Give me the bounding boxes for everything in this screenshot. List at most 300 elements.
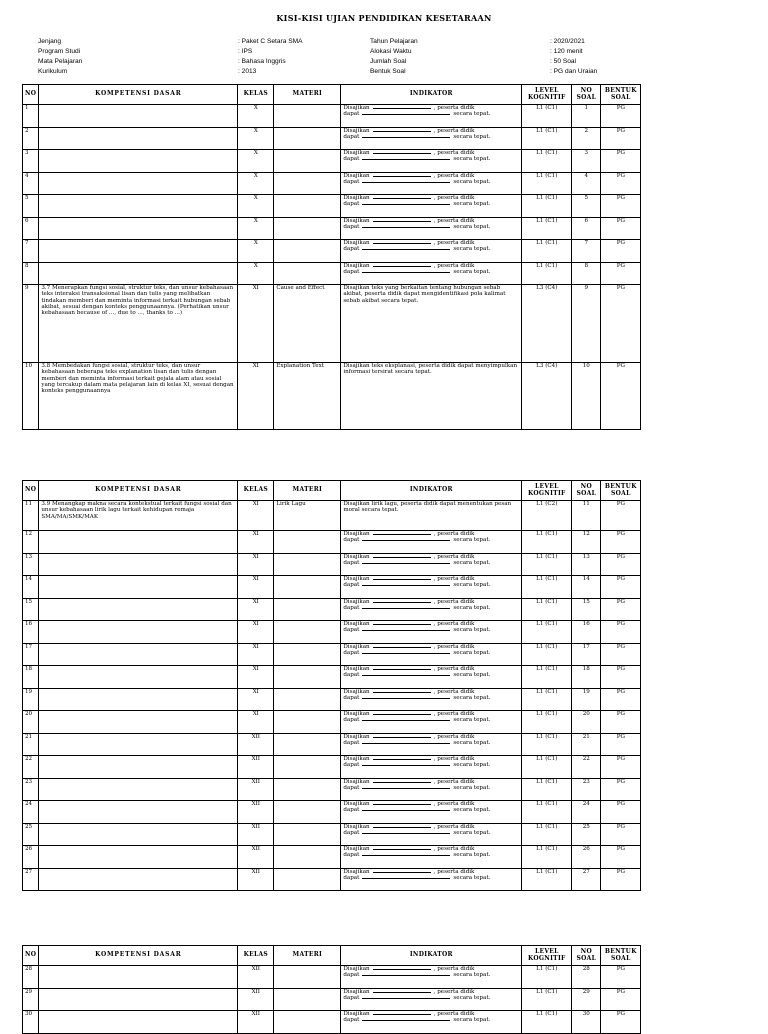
indikator-template-line-2: [343, 972, 519, 978]
indikator-cell: [341, 240, 522, 263]
template-suffix: secara tepat.: [453, 133, 491, 140]
template-prefix: dapat: [343, 178, 360, 185]
template-suffix: secara tepat.: [453, 762, 491, 769]
template-suffix: , peserta didik: [433, 262, 475, 269]
table-row: [23, 778, 641, 801]
bentuk-cell: PG: [601, 688, 641, 711]
row-number: 24: [23, 801, 39, 824]
kelas-cell: XII: [238, 868, 274, 891]
soal-cell: 18: [572, 666, 601, 689]
header-no_soal: NO SOAL: [572, 85, 601, 105]
kompetensi-dasar-cell: [39, 846, 238, 869]
meta-label: Jenjang: [38, 38, 62, 45]
level-cell: L1 (C1): [522, 666, 572, 689]
soal-cell: 8: [572, 262, 601, 285]
bentuk-cell: PG: [601, 756, 641, 779]
template-prefix: Disajikan: [343, 240, 370, 246]
template-suffix: secara tepat.: [453, 972, 491, 979]
kompetensi-dasar-cell: [39, 688, 238, 711]
blank-line: [362, 998, 450, 999]
meta-label: Kurikulum: [38, 68, 68, 75]
kisi-table-1: [22, 84, 641, 430]
template-suffix: , peserta didik: [433, 105, 475, 111]
soal-cell: 26: [572, 846, 601, 869]
header-kd: KOMPETENSI DASAR: [39, 946, 238, 966]
row-number: 29: [23, 988, 39, 1011]
indikator-cell: [341, 262, 522, 285]
template-prefix: Disajikan: [343, 621, 370, 627]
template-suffix: , peserta didik: [433, 711, 475, 717]
indikator-cell: [341, 531, 522, 554]
bentuk-cell: PG: [601, 531, 641, 554]
template-suffix: secara tepat.: [453, 201, 491, 208]
template-prefix: Disajikan: [343, 217, 370, 224]
kompetensi-dasar-cell: [39, 127, 238, 150]
header-row: [23, 946, 641, 966]
indikator-cell: [341, 756, 522, 779]
template-prefix: dapat: [343, 627, 360, 634]
template-prefix: Disajikan: [343, 756, 370, 762]
indikator-template-line-2: [343, 785, 519, 791]
kelas-cell: XI: [238, 598, 274, 621]
table-row: [23, 621, 641, 644]
level-cell: L1 (C1): [522, 868, 572, 891]
template-suffix: , peserta didik: [433, 621, 475, 627]
indikator-cell: [341, 666, 522, 689]
materi-cell: [274, 105, 341, 128]
template-prefix: Disajikan: [343, 988, 370, 995]
table-row: [23, 150, 641, 173]
row-number: 15: [23, 598, 39, 621]
level-cell: L1 (C1): [522, 150, 572, 173]
template-prefix: Disajikan: [343, 846, 370, 852]
table-row: [23, 643, 641, 666]
template-prefix: dapat: [343, 972, 360, 979]
indikator-cell: [341, 733, 522, 756]
template-prefix: Disajikan: [343, 172, 370, 179]
template-prefix: dapat: [343, 1017, 360, 1024]
kelas-cell: XII: [238, 988, 274, 1011]
indikator-cell: [341, 711, 522, 734]
meta-value: : IPS: [238, 48, 253, 55]
table-row: [23, 846, 641, 869]
template-suffix: , peserta didik: [433, 801, 475, 807]
indikator-template-line-2: [343, 1017, 519, 1023]
row-number: 12: [23, 531, 39, 554]
materi-cell: [274, 756, 341, 779]
table-row: [23, 553, 641, 576]
row-number: 30: [23, 1011, 39, 1034]
template-prefix: Disajikan: [343, 966, 370, 972]
template-prefix: Disajikan: [343, 262, 370, 269]
kelas-cell: XI: [238, 711, 274, 734]
bentuk-cell: PG: [601, 553, 641, 576]
table-row: [23, 1011, 641, 1034]
table-row: [23, 531, 641, 554]
template-suffix: secara tepat.: [453, 807, 491, 814]
level-cell: L1 (C1): [522, 733, 572, 756]
template-prefix: Disajikan: [343, 733, 370, 740]
template-suffix: , peserta didik: [433, 240, 475, 246]
level-cell: L1 (C1): [522, 756, 572, 779]
level-cell: L3 (C4): [522, 285, 572, 363]
indikator-cell: [341, 598, 522, 621]
kompetensi-dasar-cell: 3.8 Membedakan fungsi sosial, struktur teks, dan unsur kebahasaan beberapa teks explanation lisan dan tulis dengan memberi dan meminta informasi terkait gejala alam atau sosial yang tercakup dalam mata pelajaran lain di kelas XI, sesuai dengan konteks penggunaannya: [39, 363, 238, 430]
materi-cell: [274, 988, 341, 1011]
template-prefix: dapat: [343, 694, 360, 701]
template-prefix: Disajikan: [343, 823, 370, 830]
template-prefix: Disajikan: [343, 576, 370, 582]
template-suffix: , peserta didik: [433, 150, 475, 156]
blank-line: [373, 198, 431, 199]
header-level: LEVEL KOGNITIF: [522, 946, 572, 966]
kompetensi-dasar-cell: [39, 105, 238, 128]
kompetensi-dasar-cell: [39, 778, 238, 801]
template-suffix: , peserta didik: [433, 966, 475, 972]
indikator-text: Disajikan teks eksplanasi, peserta didik dapat menyimpulkan informasi tersirat secara tepat.: [343, 363, 518, 376]
bentuk-cell: PG: [601, 127, 641, 150]
template-prefix: Disajikan: [343, 195, 370, 201]
header-kelas: KELAS: [238, 946, 274, 966]
table-row: [23, 966, 641, 989]
template-suffix: secara tepat.: [453, 537, 491, 544]
table-row: [23, 172, 641, 195]
kelas-cell: XI: [238, 501, 274, 531]
blank-line: [373, 1014, 431, 1015]
kompetensi-dasar-cell: 3.9 Menangkap makna secara kontekstual terkait fungsi sosial dan unsur kebahasaan lirik lagu terkait kehidupan remaja SMA/MA/SMK/MAK: [39, 501, 238, 531]
template-prefix: dapat: [343, 672, 360, 679]
kelas-cell: XII: [238, 846, 274, 869]
row-number: 7: [23, 240, 39, 263]
row-number: 27: [23, 868, 39, 891]
materi-cell: [274, 240, 341, 263]
soal-cell: 3: [572, 150, 601, 173]
template-prefix: Disajikan: [343, 598, 370, 605]
meta-value: : Bahasa Inggris: [238, 58, 286, 65]
bentuk-cell: PG: [601, 150, 641, 173]
level-cell: L1 (C1): [522, 801, 572, 824]
level-cell: L1 (C1): [522, 778, 572, 801]
template-prefix: dapat: [343, 829, 360, 836]
template-suffix: secara tepat.: [453, 1017, 491, 1024]
template-suffix: , peserta didik: [433, 688, 475, 695]
materi-cell: [274, 733, 341, 756]
materi-cell: [274, 217, 341, 240]
bentuk-cell: PG: [601, 778, 641, 801]
blank-line: [362, 249, 450, 250]
kompetensi-dasar-cell: [39, 643, 238, 666]
materi-cell: [274, 778, 341, 801]
kelas-cell: X: [238, 240, 274, 263]
row-number: 10: [23, 363, 39, 430]
meta-label: Bentuk Soal: [370, 68, 406, 75]
header-kelas: KELAS: [238, 481, 274, 501]
materi-cell: [274, 172, 341, 195]
soal-cell: 15: [572, 598, 601, 621]
level-cell: L1 (C1): [522, 988, 572, 1011]
kelas-cell: X: [238, 150, 274, 173]
blank-line: [362, 159, 450, 160]
kompetensi-dasar-cell: [39, 1011, 238, 1034]
soal-cell: 4: [572, 172, 601, 195]
blank-line: [373, 992, 431, 993]
bentuk-cell: PG: [601, 501, 641, 531]
materi-cell: [274, 868, 341, 891]
level-cell: L1 (C1): [522, 1011, 572, 1034]
bentuk-cell: PG: [601, 262, 641, 285]
table-row: [23, 801, 641, 824]
row-number: 26: [23, 846, 39, 869]
blank-line: [373, 714, 431, 715]
materi-cell: [274, 195, 341, 218]
header-no: NO: [23, 85, 39, 105]
table-row: [23, 666, 641, 689]
soal-cell: 20: [572, 711, 601, 734]
soal-cell: 12: [572, 531, 601, 554]
kelas-cell: XII: [238, 823, 274, 846]
table-row: [23, 105, 641, 128]
template-prefix: Disajikan: [343, 531, 370, 537]
table-row: [23, 598, 641, 621]
template-prefix: dapat: [343, 717, 360, 724]
template-suffix: secara tepat.: [453, 829, 491, 836]
meta-label: Mata Pelajaran: [38, 58, 83, 65]
bentuk-cell: PG: [601, 711, 641, 734]
indikator-template-line-2: [343, 830, 519, 836]
materi-cell: [274, 688, 341, 711]
header-indikator: INDIKATOR: [341, 946, 522, 966]
header-indikator: INDIKATOR: [341, 85, 522, 105]
indikator-cell: [341, 363, 522, 430]
template-prefix: dapat: [343, 559, 360, 566]
soal-cell: 7: [572, 240, 601, 263]
table-row: [23, 823, 641, 846]
bentuk-cell: PG: [601, 846, 641, 869]
bentuk-cell: PG: [601, 576, 641, 599]
header-indikator: INDIKATOR: [341, 481, 522, 501]
template-prefix: dapat: [343, 852, 360, 859]
materi-cell: [274, 711, 341, 734]
kompetensi-dasar-cell: [39, 733, 238, 756]
indikator-template-line-2: [343, 582, 519, 588]
level-cell: L1 (C1): [522, 531, 572, 554]
indikator-cell: [341, 105, 522, 128]
indikator-cell: [341, 1011, 522, 1034]
indikator-text: Disajikan teks yang berkaitan tentang hubungan sebab akibat, peserta didik dapat mengidentifikasi pola kalimat sebab akibat secara tepat.: [343, 285, 506, 304]
soal-cell: 6: [572, 217, 601, 240]
template-suffix: secara tepat.: [453, 627, 491, 634]
template-suffix: secara tepat.: [453, 268, 491, 275]
row-number: 13: [23, 553, 39, 576]
indikator-template-line-2: [343, 995, 519, 1001]
meta-label: Jumlah Soal: [370, 58, 407, 65]
materi-cell: [274, 666, 341, 689]
template-prefix: Disajikan: [343, 643, 370, 650]
template-suffix: secara tepat.: [453, 156, 491, 163]
blank-line: [373, 969, 431, 970]
kisi-table-2: [22, 480, 641, 891]
level-cell: L3 (C4): [522, 363, 572, 430]
table-row: [23, 868, 641, 891]
blank-line: [362, 653, 450, 654]
blank-line: [373, 153, 431, 154]
kompetensi-dasar-cell: [39, 531, 238, 554]
indikator-cell: [341, 621, 522, 644]
level-cell: L1 (C1): [522, 172, 572, 195]
header-kd: KOMPETENSI DASAR: [39, 85, 238, 105]
kompetensi-dasar-cell: [39, 756, 238, 779]
level-cell: L1 (C1): [522, 576, 572, 599]
kelas-cell: X: [238, 127, 274, 150]
level-cell: L1 (C2): [522, 501, 572, 531]
template-prefix: dapat: [343, 739, 360, 746]
table-row: [23, 262, 641, 285]
template-suffix: , peserta didik: [433, 778, 475, 785]
template-suffix: , peserta didik: [433, 127, 475, 134]
indikator-cell: [341, 688, 522, 711]
blank-line: [373, 243, 431, 244]
template-suffix: secara tepat.: [453, 604, 491, 611]
row-number: 25: [23, 823, 39, 846]
header-materi: MATERI: [274, 481, 341, 501]
meta-values-left: [238, 37, 303, 77]
materi-cell: [274, 598, 341, 621]
blank-line: [362, 765, 450, 766]
table-row: [23, 285, 641, 363]
level-cell: L1 (C1): [522, 195, 572, 218]
template-prefix: dapat: [343, 156, 360, 163]
template-suffix: , peserta didik: [433, 217, 475, 224]
meta-value: : 50 Soal: [550, 58, 577, 65]
soal-cell: 2: [572, 127, 601, 150]
table-row: [23, 688, 641, 711]
soal-cell: 14: [572, 576, 601, 599]
template-prefix: Disajikan: [343, 127, 370, 134]
indikator-cell: [341, 846, 522, 869]
template-prefix: dapat: [343, 762, 360, 769]
indikator-template-line-2: [343, 875, 519, 881]
header-materi: MATERI: [274, 946, 341, 966]
template-prefix: dapat: [343, 537, 360, 544]
header-no_soal: NO SOAL: [572, 481, 601, 501]
blank-line: [362, 227, 450, 228]
kelas-cell: XI: [238, 643, 274, 666]
indikator-cell: [341, 150, 522, 173]
bentuk-cell: PG: [601, 733, 641, 756]
table-row: [23, 127, 641, 150]
kelas-cell: XII: [238, 801, 274, 824]
header-bentuk: BENTUK SOAL: [601, 481, 641, 501]
indikator-cell: [341, 778, 522, 801]
bentuk-cell: PG: [601, 598, 641, 621]
header-no_soal: NO SOAL: [572, 946, 601, 966]
materi-cell: [274, 576, 341, 599]
kelas-cell: XII: [238, 756, 274, 779]
blank-line: [362, 114, 450, 115]
blank-line: [373, 872, 431, 873]
kompetensi-dasar-cell: [39, 823, 238, 846]
blank-line: [362, 675, 450, 676]
row-number: 5: [23, 195, 39, 218]
indikator-template-line-2: [343, 740, 519, 746]
row-number: 9: [23, 285, 39, 363]
blank-line: [373, 759, 431, 760]
materi-cell: Cause and Effect: [274, 285, 341, 363]
template-prefix: dapat: [343, 268, 360, 275]
row-number: 11: [23, 501, 39, 531]
blank-line: [373, 737, 431, 738]
indikator-template-line-2: [343, 650, 519, 656]
kelas-cell: XI: [238, 666, 274, 689]
indikator-template-line-2: [343, 111, 519, 117]
row-number: 4: [23, 172, 39, 195]
bentuk-cell: PG: [601, 172, 641, 195]
template-suffix: , peserta didik: [433, 576, 475, 582]
header-materi: MATERI: [274, 85, 341, 105]
meta-label: Program Studi: [38, 48, 81, 55]
materi-cell: [274, 823, 341, 846]
table-row: [23, 501, 641, 531]
template-prefix: dapat: [343, 649, 360, 656]
indikator-template-line-2: [343, 224, 519, 230]
indikator-template-line-2: [343, 201, 519, 207]
row-number: 1: [23, 105, 39, 128]
template-prefix: dapat: [343, 604, 360, 611]
table-row: [23, 576, 641, 599]
kompetensi-dasar-cell: [39, 217, 238, 240]
bentuk-cell: PG: [601, 801, 641, 824]
header-row: [23, 85, 641, 105]
kompetensi-dasar-cell: [39, 621, 238, 644]
blank-line: [373, 602, 431, 603]
materi-cell: [274, 621, 341, 644]
blank-line: [362, 810, 450, 811]
template-suffix: , peserta didik: [433, 846, 475, 852]
kelas-cell: XI: [238, 621, 274, 644]
row-number: 18: [23, 666, 39, 689]
template-suffix: secara tepat.: [453, 559, 491, 566]
kisi-table-3: [22, 945, 641, 1034]
kompetensi-dasar-cell: [39, 801, 238, 824]
level-cell: L1 (C1): [522, 598, 572, 621]
indikator-cell: [341, 127, 522, 150]
blank-line: [373, 108, 431, 109]
template-suffix: , peserta didik: [433, 172, 475, 179]
level-cell: L1 (C1): [522, 105, 572, 128]
level-cell: L1 (C1): [522, 966, 572, 989]
blank-line: [362, 272, 450, 273]
header-level: LEVEL KOGNITIF: [522, 85, 572, 105]
kompetensi-dasar-cell: 3.7 Menerapkan fungsi sosial, struktur teks, dan unsur kebahasaan teks interaksi transaksional lisan dan tulis yang melibatkan tindakan memberi dan meminta informasi terkait hubungan sebab akibat, sesuai dengan konteks penggunaannya. (Perhatikan unsur kebahasaan because of ..., due to ..., thanks to ...): [39, 285, 238, 363]
indikator-template-line-2: [343, 246, 519, 252]
indikator-template-line-2: [343, 807, 519, 813]
template-prefix: Disajikan: [343, 778, 370, 785]
indikator-cell: [341, 501, 522, 531]
soal-cell: 24: [572, 801, 601, 824]
template-suffix: secara tepat.: [453, 246, 491, 253]
kompetensi-dasar-cell: [39, 240, 238, 263]
blank-line: [362, 1020, 450, 1021]
level-cell: L1 (C1): [522, 262, 572, 285]
bentuk-cell: PG: [601, 988, 641, 1011]
bentuk-cell: PG: [601, 621, 641, 644]
soal-cell: 21: [572, 733, 601, 756]
blank-line: [362, 630, 450, 631]
template-suffix: secara tepat.: [453, 111, 491, 118]
template-prefix: dapat: [343, 994, 360, 1001]
bentuk-cell: PG: [601, 966, 641, 989]
document-title: KISI-KISI UJIAN PENDIDIKAN KESETARAAN: [276, 13, 492, 23]
